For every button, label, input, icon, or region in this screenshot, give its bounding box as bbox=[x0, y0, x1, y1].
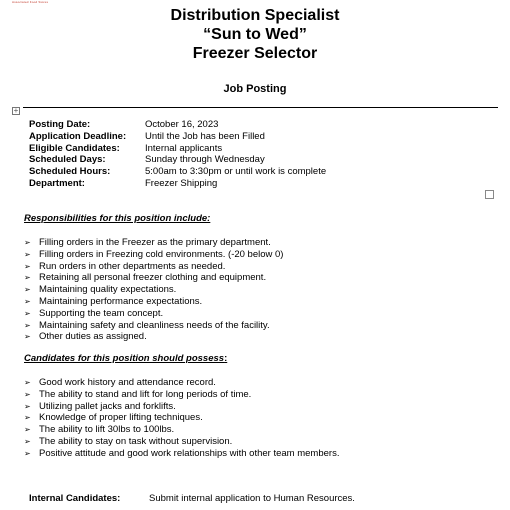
divider-line bbox=[23, 107, 498, 108]
arrow-bullet-icon: ➢ bbox=[24, 378, 31, 387]
job-title bbox=[0, 6, 510, 63]
list-item-text: Filling orders in the Freezer as the primary department. bbox=[39, 237, 271, 248]
arrow-bullet-icon: ➢ bbox=[24, 285, 31, 295]
list-item bbox=[24, 377, 339, 389]
arrow-bullet-icon: ➢ bbox=[24, 413, 31, 423]
detail-row bbox=[29, 154, 326, 166]
arrow-bullet-icon: ➢ bbox=[24, 425, 31, 435]
arrow-bullet-icon: ➢ bbox=[24, 401, 31, 411]
detail-row bbox=[29, 143, 326, 155]
detail-value: October 16, 2023 bbox=[145, 119, 219, 130]
list-item-text: Maintaining performance expectations. bbox=[39, 295, 203, 307]
list-item-text: Filling orders in Freezing cold environments. (-20 below 0) bbox=[39, 248, 284, 260]
detail-label: Posting Date: bbox=[29, 119, 91, 130]
footer-label: Internal Candidates: bbox=[29, 493, 121, 504]
arrow-bullet-icon: ➢ bbox=[24, 320, 31, 330]
responsibilities-list bbox=[24, 237, 283, 343]
list-item bbox=[24, 320, 283, 332]
detail-value: Until the Job has been Filled bbox=[145, 130, 265, 142]
detail-label: Eligible Candidates: bbox=[29, 142, 120, 154]
detail-label: Scheduled Hours: bbox=[29, 166, 111, 178]
list-item-text: Good work history and attendance record. bbox=[39, 377, 216, 388]
footer-value: Submit internal application to Human Resources. bbox=[149, 493, 355, 504]
job-posting-subheading: Job Posting bbox=[223, 83, 287, 95]
arrow-bullet-icon: ➢ bbox=[24, 261, 31, 271]
list-item bbox=[24, 331, 283, 343]
list-item bbox=[24, 296, 283, 308]
arrow-bullet-icon: ➢ bbox=[24, 308, 31, 318]
arrow-bullet-icon: ➢ bbox=[24, 332, 31, 342]
list-item bbox=[24, 401, 339, 413]
title-line: Freezer Selector bbox=[192, 45, 318, 62]
list-item bbox=[24, 436, 339, 448]
list-item-text: The ability to stand and lift for long periods of time. bbox=[39, 388, 252, 400]
list-item-text: Utilizing pallet jacks and forklifts. bbox=[39, 400, 176, 412]
list-item bbox=[24, 261, 283, 273]
detail-row bbox=[29, 166, 326, 178]
arrow-bullet-icon: ➢ bbox=[24, 436, 31, 446]
title-line: “Sun to Wed” bbox=[203, 26, 307, 43]
detail-row bbox=[29, 178, 326, 190]
arrow-bullet-icon: ➢ bbox=[24, 389, 31, 399]
list-item-text: The ability to lift 30lbs to 100lbs. bbox=[39, 424, 175, 436]
internal-candidates-row bbox=[29, 493, 355, 504]
list-item bbox=[24, 308, 283, 320]
list-item-text: Retaining all personal freezer clothing and equipment. bbox=[39, 272, 267, 284]
list-item-text: Supporting the team concept. bbox=[39, 307, 164, 319]
detail-label: Department: bbox=[29, 177, 85, 189]
detail-value: 5:00am to 3:30pm or until work is complete bbox=[145, 166, 327, 178]
company-logo: Associated Food Stores bbox=[12, 0, 49, 4]
responsibilities-heading: Responsibilities for this position include: bbox=[24, 213, 211, 224]
detail-row bbox=[29, 119, 326, 131]
list-item bbox=[24, 272, 283, 284]
candidates-heading-suffix: : bbox=[224, 353, 228, 364]
candidates-heading-text: Candidates for this position should possess bbox=[24, 353, 225, 364]
list-item bbox=[24, 237, 283, 249]
list-item-text: Maintaining quality expectations. bbox=[39, 284, 177, 296]
posting-details-table bbox=[29, 119, 326, 190]
list-item bbox=[24, 284, 283, 296]
detail-value: Sunday through Wednesday bbox=[145, 154, 265, 166]
arrow-bullet-icon: ➢ bbox=[24, 238, 31, 247]
list-item bbox=[24, 412, 339, 424]
list-item bbox=[24, 249, 283, 261]
list-item-text: Maintaining safety and cleanliness needs of the facility. bbox=[39, 319, 270, 331]
arrow-bullet-icon: ➢ bbox=[24, 448, 31, 458]
table-move-handle-icon[interactable]: + bbox=[13, 106, 19, 115]
list-item bbox=[24, 448, 339, 460]
arrow-bullet-icon: ➢ bbox=[24, 273, 31, 283]
arrow-bullet-icon: ➢ bbox=[24, 249, 31, 259]
title-line: Distribution Specialist bbox=[170, 7, 340, 24]
list-item-text: Positive attitude and good work relationships with other team members. bbox=[39, 447, 340, 459]
list-item-text: Other duties as assigned. bbox=[39, 331, 147, 343]
candidates-list bbox=[24, 377, 339, 460]
detail-value: Internal applicants bbox=[145, 142, 223, 154]
list-item-text: Run orders in other departments as needed. bbox=[39, 260, 226, 272]
list-item bbox=[24, 424, 339, 436]
arrow-bullet-icon: ➢ bbox=[24, 296, 31, 306]
detail-row bbox=[29, 131, 326, 143]
detail-label: Scheduled Days: bbox=[29, 154, 106, 166]
table-resize-handle-icon[interactable] bbox=[485, 190, 494, 199]
detail-label: Application Deadline: bbox=[29, 130, 127, 142]
list-item bbox=[24, 389, 339, 401]
list-item-text: Knowledge of proper lifting techniques. bbox=[39, 412, 203, 424]
candidates-heading bbox=[24, 353, 227, 364]
list-item-text: The ability to stay on task without supervision. bbox=[39, 435, 233, 447]
detail-value: Freezer Shipping bbox=[145, 177, 218, 189]
